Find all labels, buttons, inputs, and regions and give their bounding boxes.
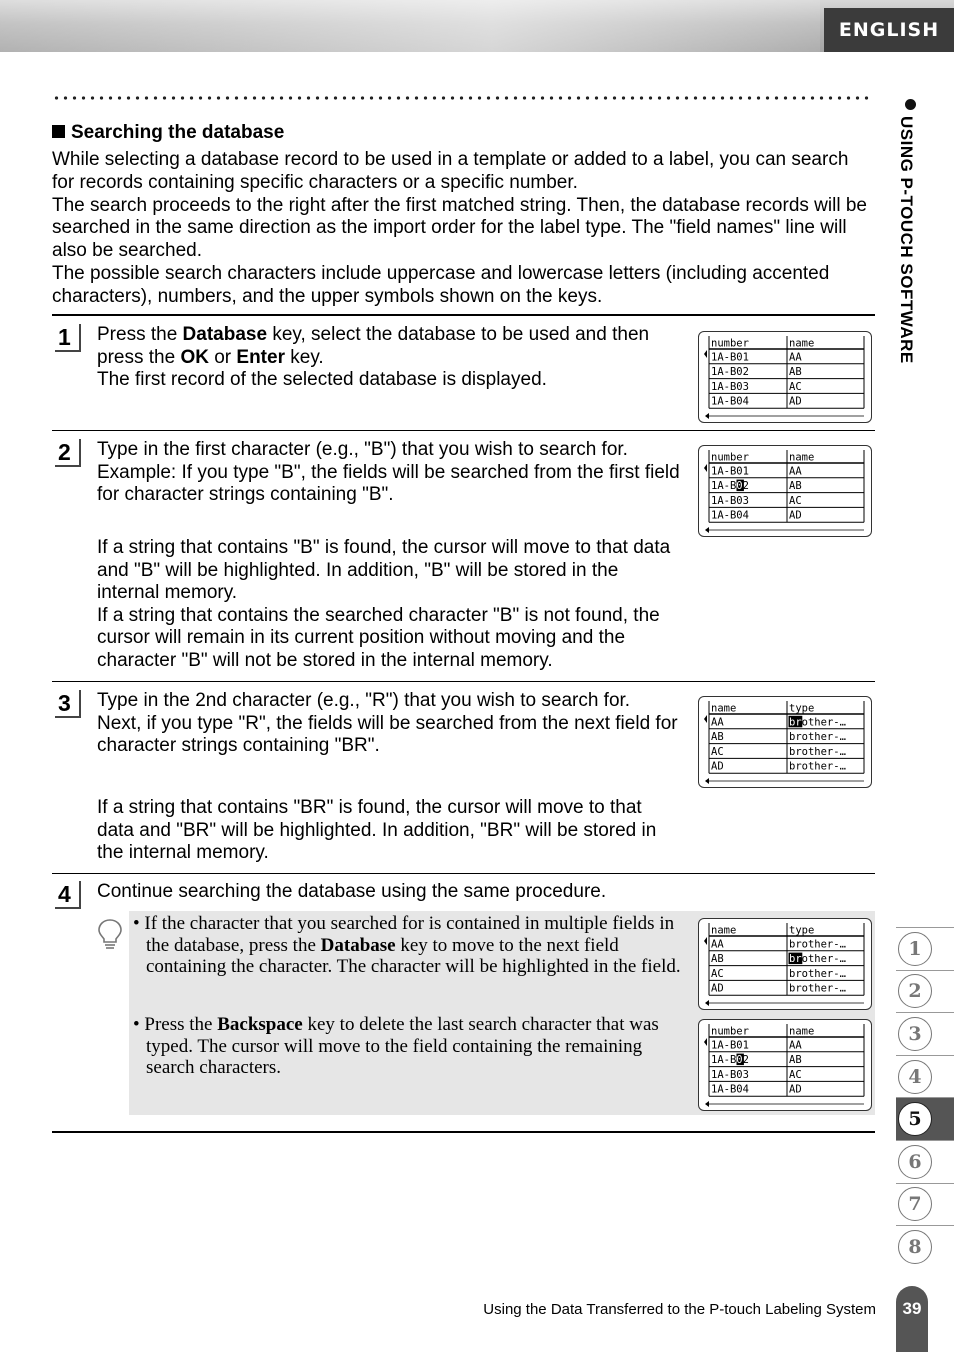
chapter-tab-8[interactable]: 8 — [896, 1225, 954, 1268]
lcd-display — [699, 919, 871, 1009]
lcd-cell: 1A-B01 — [711, 465, 749, 478]
bottom-rule — [52, 1131, 875, 1133]
intro-text: While selecting a database record to be used in a template or added to a label, you can search for records containing specific characters or a specific number. The search proceeds to the right after the first matched string. Then, the database records will be searched in the same direction as the import order for the label type. The "field names" line will also be searched. The possible search characters include uppercase and lowercase letters (including accented characters), numbers, and the upper symbols shown on the keys. — [52, 149, 867, 307]
step-2-detail: If a string that contains "B" is found, the cursor will move to that data and "B" will be highlighted. In addition, "B" will be stored in the internal memory. If a string that contains the searched character "B" is not found, the cursor will remain in its current position without moving and the character "B" will not be stored in the internal memory. — [97, 537, 671, 671]
lcd-cell: AA — [711, 938, 724, 951]
lcd-cell: 1A-B04 — [711, 1083, 749, 1096]
lcd-cell: AB — [711, 731, 724, 744]
step-divider — [52, 430, 875, 431]
lcd-cell: brother-… — [789, 731, 846, 744]
step-divider — [52, 681, 875, 682]
lcd-header-cell: number — [711, 1025, 749, 1038]
lcd-cell: AD — [789, 395, 802, 408]
lcd-cell: 1A-B04 — [711, 395, 749, 408]
step-1-text: Press the Database key, select the database to be used and then press the OK or Enter key. The first record of the selected database is displayed. — [97, 324, 650, 391]
step-4-text: Continue searching the database using the same procedure. — [97, 881, 607, 902]
lcd-cell: 1A-B04 — [711, 509, 749, 522]
lcd-cell: brother-… — [789, 716, 846, 729]
lcd-cell: AD — [789, 509, 802, 522]
note-item-2: • Press the Backspace key to delete the last search character that was typed. The cursor will move to the field containing the remaining search characters. — [133, 1014, 659, 1079]
chapter-tab-6[interactable]: 6 — [896, 1140, 954, 1183]
lcd-screen-3 — [698, 696, 872, 788]
lcd-header-cell: name — [711, 702, 737, 715]
lcd-cell: AA — [711, 716, 724, 729]
lcd-header-cell: name — [789, 451, 815, 464]
lcd-screen-4 — [698, 918, 872, 1010]
lcd-display — [699, 697, 871, 787]
lcd-cell: brother-… — [789, 982, 846, 995]
chapter-tab-5[interactable]: 5 — [896, 1097, 954, 1140]
lcd-cell: brother-… — [789, 760, 846, 773]
lcd-cell: 1A-B03 — [711, 1068, 749, 1081]
lcd-header-cell: number — [711, 451, 749, 464]
lcd-cell: AB — [789, 1054, 802, 1067]
lcd-header-cell: name — [789, 337, 815, 350]
lcd-cell: AA — [789, 1039, 802, 1052]
page-number: 39 — [896, 1286, 928, 1352]
lcd-cell: 1A-B03 — [711, 380, 749, 393]
lcd-cell: AB — [711, 953, 724, 966]
lcd-cell: AB — [789, 480, 802, 493]
chapter-tab-4[interactable]: 4 — [896, 1055, 954, 1098]
chapter-tab-2[interactable]: 2 — [896, 970, 954, 1013]
chapter-nav — [896, 927, 954, 1268]
lcd-display — [699, 446, 871, 536]
lcd-cell: 1A-B02 — [711, 366, 749, 379]
lcd-cell: AC — [789, 1068, 802, 1081]
lcd-header-cell: name — [711, 924, 737, 937]
lcd-screen-1 — [698, 331, 872, 423]
lcd-cell: AC — [711, 967, 724, 980]
square-bullet-icon — [52, 125, 65, 138]
lcd-cell: AC — [789, 494, 802, 507]
step-number-2: 2 — [55, 439, 81, 467]
lightbulb-icon — [97, 918, 123, 950]
lcd-cell: brother-… — [789, 745, 846, 758]
chapter-tab-7[interactable]: 7 — [896, 1183, 954, 1226]
lcd-cell: 1A-B01 — [711, 351, 749, 364]
step-3-text: Type in the 2nd character (e.g., "R") that you wish to search for. Next, if you type "R", the fields will be searched from the next field for character strings containing "BR". — [97, 690, 678, 757]
bullet-dot-icon — [905, 99, 916, 110]
lcd-cell: 1A-B02 — [711, 480, 749, 493]
lcd-cell: AA — [789, 465, 802, 478]
lcd-cell: AD — [711, 760, 724, 773]
lcd-cell: brother-… — [789, 938, 846, 951]
header-bar — [0, 0, 954, 52]
lcd-screen-2 — [698, 445, 872, 537]
footer-text: Using the Data Transferred to the P-touch Labeling System — [483, 1301, 876, 1318]
step-number-1: 1 — [55, 324, 81, 352]
section-heading: Searching the database — [52, 122, 284, 144]
lcd-header-cell: name — [789, 1025, 815, 1038]
step-number-3: 3 — [55, 690, 81, 718]
language-tab[interactable]: ENGLISH — [824, 8, 954, 52]
step-2-text: Type in the first character (e.g., "B") that you wish to search for. Example: If you type "B", the fields will be searched from the first field for character strings containing "B". — [97, 439, 680, 506]
lcd-cell: AB — [789, 366, 802, 379]
lcd-cell: AC — [711, 745, 724, 758]
step-divider — [52, 873, 875, 874]
lcd-cell: AD — [711, 982, 724, 995]
lcd-header-cell: type — [789, 924, 815, 937]
lcd-cell: 1A-B03 — [711, 494, 749, 507]
lcd-cell: AD — [789, 1083, 802, 1096]
note-item-1: • If the character that you searched for is contained in multiple fields in the database, press the Database key to move to the next field containing the character. The character will be highlighted in the field. — [133, 913, 681, 978]
chapter-tab-3[interactable]: 3 — [896, 1012, 954, 1055]
step-number-4: 4 — [55, 881, 81, 909]
step-3-detail: If a string that contains "BR" is found, the cursor will move to that data and "BR" will be highlighted. In addition, "BR" will be stored in the internal memory. — [97, 797, 657, 864]
lcd-display — [699, 332, 871, 422]
side-section-title: USING P-TOUCH SOFTWARE — [896, 96, 926, 416]
lcd-header-cell: type — [789, 702, 815, 715]
step-divider — [52, 314, 875, 316]
lcd-cell: AA — [789, 351, 802, 364]
lcd-cell: brother-… — [789, 953, 846, 966]
lcd-cell: AC — [789, 380, 802, 393]
lcd-cell: 1A-B02 — [711, 1054, 749, 1067]
chapter-tab-1[interactable]: 1 — [896, 927, 954, 970]
lcd-header-cell: number — [711, 337, 749, 350]
lcd-cell: brother-… — [789, 967, 846, 980]
lcd-screen-5 — [698, 1019, 872, 1111]
dotted-divider — [52, 95, 872, 101]
lcd-cell: 1A-B01 — [711, 1039, 749, 1052]
lcd-display — [699, 1020, 871, 1110]
